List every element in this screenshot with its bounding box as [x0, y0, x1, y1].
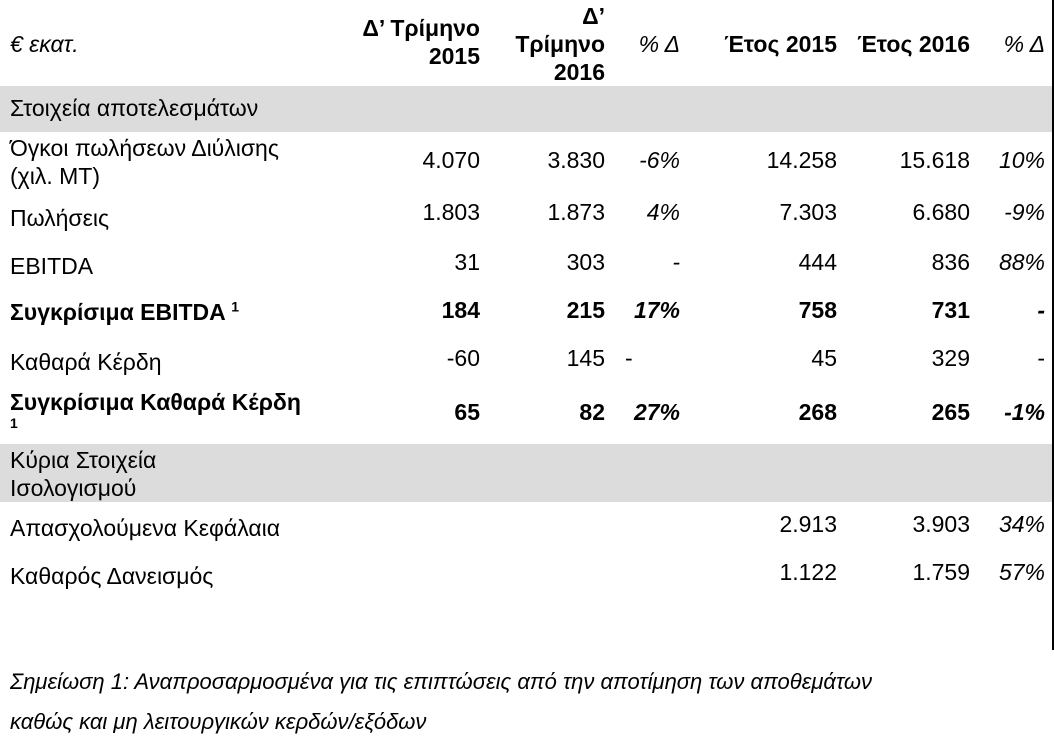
cell-q-pct: 4% [646, 199, 680, 225]
cell-q4-2016: 1.873 [547, 199, 605, 225]
header-q-pct: % Δ [638, 31, 680, 57]
cell-y-2016: 329 [931, 345, 970, 371]
row-label: Πωλήσεις [10, 205, 110, 231]
cell-y-2016: 731 [931, 297, 970, 323]
cell-q4-2015: -60 [446, 345, 480, 371]
header-y-pct: % Δ [1003, 31, 1045, 57]
table-row [0, 132, 1054, 194]
row-label: Καθαρός Δανεισμός [10, 563, 214, 589]
header-year-2015: Έτος 2015 [724, 31, 837, 57]
cell-q-pct: 17% [633, 297, 680, 323]
row-label: Όγκοι πωλήσεων Διύλισης (χιλ. ΜΤ) [10, 135, 279, 189]
cell-y-2015: 758 [798, 297, 837, 323]
cell-q4-2016: 303 [566, 249, 605, 275]
cell-y-2015: 14.258 [766, 147, 837, 173]
cell-y-2015: 1.122 [779, 559, 837, 585]
cell-y-pct: 57% [998, 559, 1045, 585]
section-results [0, 86, 1054, 132]
row-label: Καθαρά Κέρδη [10, 349, 162, 375]
table-row [0, 196, 1054, 244]
header-q4-2015: Δ’ Τρίμηνο 2015 [362, 15, 480, 69]
cell-q-pct: -6% [639, 147, 680, 173]
row-label: Συγκρίσιμα EBITDA $^1$ [10, 298, 240, 325]
cell-y-2016: 265 [931, 399, 970, 425]
cell-q4-2015: 1.803 [422, 199, 480, 225]
cell-y-pct: 88% [998, 249, 1045, 275]
cell-y-2016: 1.759 [912, 559, 970, 585]
row-label: Απασχολούμενα Κεφάλαια [10, 515, 281, 541]
cell-y-2015: 7.303 [779, 199, 837, 225]
cell-q-pct: - [672, 249, 680, 275]
cell-q4-2016: 82 [579, 399, 605, 425]
unit-label: € εκατ. [10, 31, 79, 57]
cell-q4-2015: 184 [441, 297, 480, 323]
row-label: Συγκρίσιμα Καθαρά Κέρδη $^1$ [10, 389, 301, 431]
header-q4-2016: Δ’ Τρίμηνο 2016 [515, 3, 605, 85]
cell-q4-2016: 145 [566, 345, 605, 371]
cell-y-2015: 444 [798, 249, 837, 275]
cell-q4-2015: 65 [454, 399, 480, 425]
cell-y-2016: 6.680 [912, 199, 970, 225]
cell-y-pct: - [1037, 345, 1045, 371]
section-results-title: Στοιχεία αποτελεσμάτων [10, 95, 259, 121]
section-balance-title: Κύρια Στοιχεία Ισολογισμού [10, 447, 157, 501]
cell-q-pct: 27% [633, 399, 680, 425]
cell-y-2015: 45 [811, 345, 837, 371]
cell-y-pct: 34% [998, 511, 1045, 537]
cell-y-2016: 3.903 [912, 511, 970, 537]
table-row [0, 246, 1054, 294]
row-label: EBITDA [10, 253, 94, 279]
cell-q4-2016: 3.830 [547, 147, 605, 173]
cell-y-2016: 15.618 [899, 147, 970, 173]
cell-y-2016: 836 [931, 249, 970, 275]
cell-q4-2015: 31 [454, 249, 480, 275]
cell-y-pct: 10% [998, 147, 1045, 173]
table-row [0, 344, 1054, 390]
cell-q4-2016: 215 [566, 297, 605, 323]
cell-y-2015: 2.913 [779, 511, 837, 537]
cell-y-2015: 268 [798, 399, 837, 425]
cell-q4-2015: 4.070 [422, 147, 480, 173]
table-row [0, 388, 1054, 444]
footnote: Σημείωση 1: Αναπροσαρμοσμένα για τις επιπτώσεις από την αποτίμηση των αποθεμάτων καθώς και μη λειτουργικών κερδών/εξόδων [10, 669, 873, 734]
table-row [0, 554, 1054, 602]
table-row [0, 294, 1054, 344]
cell-y-pct: -9% [1004, 199, 1045, 225]
cell-y-pct: -1% [1004, 399, 1045, 425]
table-row [0, 504, 1054, 552]
cell-y-pct: - [1037, 297, 1045, 323]
header-year-2016: Έτος 2016 [857, 31, 970, 57]
cell-q-pct: - [625, 345, 633, 371]
section-balance [0, 444, 1054, 502]
